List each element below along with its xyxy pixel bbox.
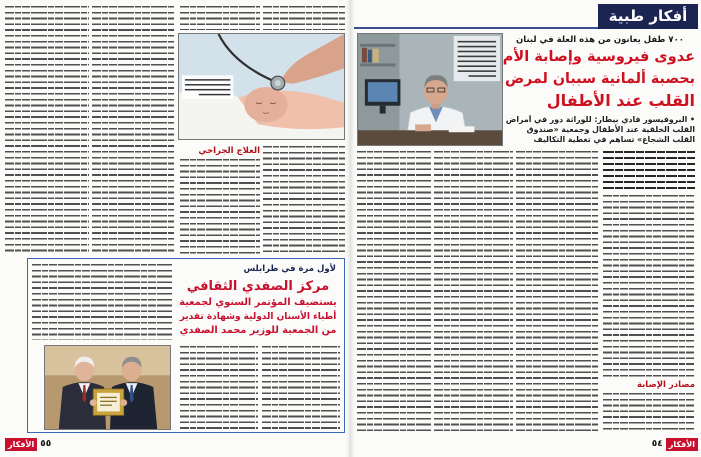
baby-stethoscope-image	[179, 34, 344, 139]
box-title-line-4: من الجمعية للوزير محمد الصفدي	[179, 325, 337, 336]
page-number: ٥٤	[651, 439, 663, 449]
headline-line-2: بحصبة ألمانية سببان لمرض	[504, 71, 695, 87]
box-text-column	[262, 346, 340, 430]
body-text-column	[603, 151, 695, 191]
box-title-line-2: يستضيف المؤتمر السنوي لجمعية	[179, 297, 337, 308]
body-text-column	[603, 195, 695, 377]
magazine-brand: الأفكار	[5, 438, 37, 451]
subheading-surgical-treatment: العلاج الجراحي	[198, 146, 260, 156]
certificate-ceremony-photo	[44, 345, 171, 430]
headline-line-3: القلب عند الأطفال	[546, 91, 695, 110]
body-text-column	[5, 6, 89, 255]
subheading-infection-sources: مصادر الإصابة	[636, 380, 695, 390]
body-text-column	[263, 146, 345, 255]
baby-stethoscope-photo	[178, 33, 345, 140]
header-rule	[354, 27, 598, 29]
box-title-line-3: أطباء الأسنان الدولية وشهادة تقدير	[179, 312, 337, 322]
doctor-photo	[357, 33, 503, 146]
box-text-column	[32, 264, 172, 340]
magazine-brand: الأفكار	[666, 438, 698, 451]
body-text-column	[180, 6, 260, 30]
article-kicker: ٧٠٠ طفل يعانون من هذه العلة في لبنان	[516, 35, 684, 45]
box-text-column	[180, 346, 258, 430]
box-title-line-1: مركز الصفدي الثقافي	[186, 279, 330, 294]
article-deck: • البروفيسور فادي بيطار: للوراثة دور في أمراض القلب الخلقية عند الأطفال وجمعية «صندوق القلب الشجاع» تساهم في تغطية التكاليف	[505, 115, 695, 144]
right-page-footer	[640, 437, 698, 452]
section-tab: أفكار طبية	[598, 4, 698, 29]
box-kicker: لأول مرة في طرابلس	[243, 264, 336, 274]
doctor-photo-image	[358, 34, 502, 145]
page-gutter	[346, 0, 355, 457]
body-text-column	[434, 151, 513, 431]
page-number: ٥٥	[40, 439, 52, 449]
left-page-footer	[5, 437, 63, 452]
body-text-column	[180, 159, 260, 255]
body-text-column	[603, 393, 695, 431]
body-text-column	[516, 151, 599, 431]
body-text-column	[263, 6, 345, 30]
certificate-ceremony-image	[45, 346, 170, 429]
body-text-column	[92, 6, 175, 255]
headline-line-1: عدوى فيروسية وإصابة الأم	[503, 49, 695, 65]
body-text-column	[357, 151, 431, 431]
